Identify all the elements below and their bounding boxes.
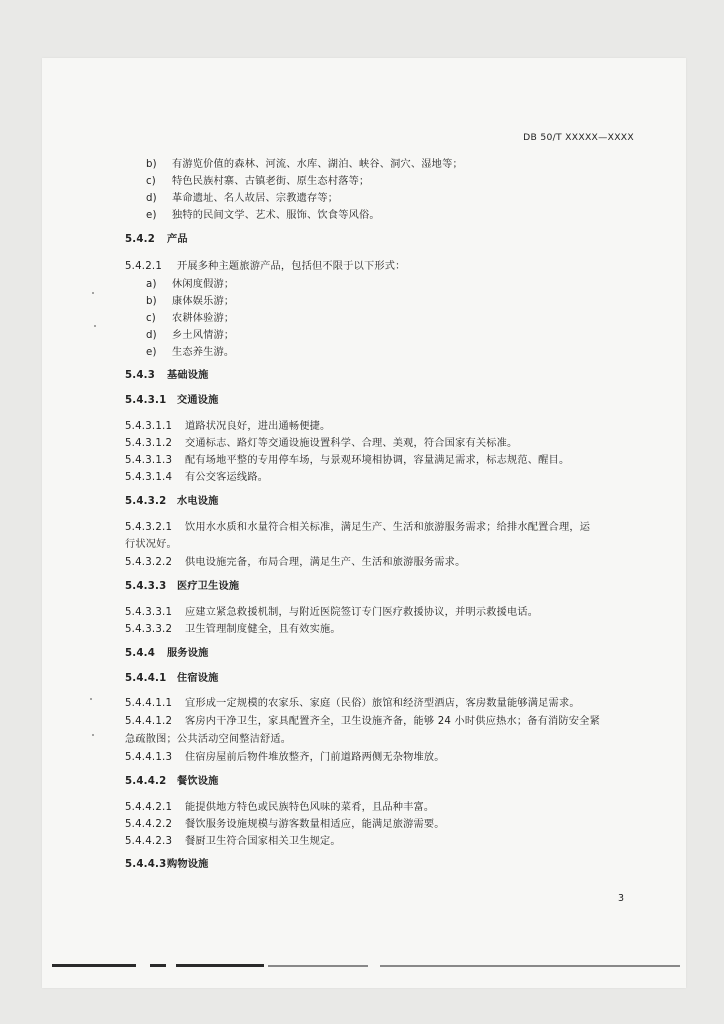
clause: 5.4.3.1.1 道路状况良好，进出通畅便捷。 bbox=[125, 421, 331, 432]
list-marker: c) bbox=[146, 313, 156, 324]
list-marker: c) bbox=[146, 176, 156, 187]
section-heading: 5.4.4.3购物设施 bbox=[125, 859, 209, 870]
scan-speck bbox=[90, 698, 92, 700]
section-heading: 5.4.4.1 住宿设施 bbox=[125, 673, 219, 684]
clause: 5.4.4.2.3 餐厨卫生符合国家相关卫生规定。 bbox=[125, 836, 341, 847]
section-heading: 5.4.3.1 交通设施 bbox=[125, 395, 219, 406]
list-item bbox=[146, 329, 234, 342]
clause: 5.4.4.1.3 住宿房屋前后物件堆放整齐，门前道路两侧无杂物堆放。 bbox=[125, 752, 445, 763]
scan-edge-bar bbox=[176, 964, 264, 967]
clause: 5.4.4.2.2 餐饮服务设施规模与游客数量相适应，能满足旅游需要。 bbox=[125, 819, 445, 830]
list-marker: d) bbox=[146, 330, 157, 341]
scan-edge-bar bbox=[150, 964, 166, 967]
clause: 5.4.2.1 开展多种主题旅游产品，包括但不限于以下形式： bbox=[125, 261, 406, 272]
list-item bbox=[146, 192, 338, 205]
list-text: 农耕体验游； bbox=[172, 313, 235, 324]
clause: 5.4.4.2.1 能提供地方特色或民族特色风味的菜肴，且品种丰富。 bbox=[125, 802, 435, 813]
scan-speck bbox=[92, 734, 94, 736]
clause: 5.4.3.1.2 交通标志、路灯等交通设施设置科学、合理、美观，符合国家有关标准。 bbox=[125, 438, 518, 449]
list-marker: a) bbox=[146, 279, 157, 290]
scan-speck bbox=[92, 292, 94, 294]
list-text: 有游览价值的森林、河流、水库、湖泊、峡谷、洞穴、湿地等； bbox=[172, 159, 463, 170]
list-text: 休闲度假游； bbox=[172, 279, 235, 290]
standard-code-header: DB 50/T XXXXX—XXXX bbox=[523, 132, 634, 143]
clause: 5.4.4.1.1 宜形成一定规模的农家乐、家庭（民俗）旅馆和经济型酒店，客房数量能够满足需求。 bbox=[125, 698, 580, 709]
list-text: 乡土风情游； bbox=[172, 330, 235, 341]
list-marker: b) bbox=[146, 296, 157, 307]
list-text: 康体娱乐游； bbox=[172, 296, 235, 307]
list-item bbox=[146, 278, 234, 291]
list-marker: e) bbox=[146, 347, 157, 358]
clause: 5.4.3.1.4 有公交客运线路。 bbox=[125, 472, 269, 483]
list-marker: e) bbox=[146, 210, 157, 221]
list-item bbox=[146, 346, 234, 359]
list-text: 独特的民间文学、艺术、服饰、饮食等风俗。 bbox=[172, 210, 380, 221]
list-item bbox=[146, 175, 369, 188]
scan-speck bbox=[94, 325, 96, 327]
list-item bbox=[146, 312, 234, 325]
section-heading: 5.4.3.2 水电设施 bbox=[125, 496, 219, 507]
clause: 5.4.3.2.2 供电设施完备，布局合理，满足生产、生活和旅游服务需求。 bbox=[125, 557, 466, 568]
section-heading: 5.4.3 基础设施 bbox=[125, 370, 209, 381]
clause: 5.4.3.1.3 配有场地平整的专用停车场，与景观环境相协调，容量满足需求，标志规范、醒目。 bbox=[125, 455, 570, 466]
section-heading: 5.4.4 服务设施 bbox=[125, 648, 209, 659]
list-text: 特色民族村寨、古镇老街、原生态村落等； bbox=[172, 176, 370, 187]
list-item bbox=[146, 209, 380, 222]
scan-edge-bar bbox=[268, 965, 368, 967]
clause-continuation: 急疏散图；公共活动空间整洁舒适。 bbox=[125, 734, 292, 745]
list-item bbox=[146, 158, 463, 171]
section-heading: 5.4.2 产品 bbox=[125, 234, 188, 245]
clause: 5.4.4.1.2 客房内干净卫生，家具配置齐全，卫生设施齐备，能够 24 小时供应热水；备有消防安全紧 bbox=[125, 716, 600, 727]
list-item bbox=[146, 295, 234, 308]
list-marker: b) bbox=[146, 159, 157, 170]
list-text: 革命遗址、名人故居、宗教遗存等； bbox=[172, 193, 339, 204]
clause: 5.4.3.2.1 饮用水水质和水量符合相关标准，满足生产、生活和旅游服务需求；给排水配置合理，运 bbox=[125, 522, 591, 533]
page-number: 3 bbox=[618, 893, 625, 904]
clause: 5.4.3.3.2 卫生管理制度健全，且有效实施。 bbox=[125, 624, 341, 635]
scan-edge-bar bbox=[380, 965, 680, 967]
list-marker: d) bbox=[146, 193, 157, 204]
clause: 5.4.3.3.1 应建立紧急救援机制，与附近医院签订专门医疗救援协议，并明示救援电话。 bbox=[125, 607, 539, 618]
section-heading: 5.4.3.3 医疗卫生设施 bbox=[125, 581, 240, 592]
clause-continuation: 行状况好。 bbox=[125, 539, 177, 550]
section-heading: 5.4.4.2 餐饮设施 bbox=[125, 776, 219, 787]
list-text: 生态养生游。 bbox=[172, 347, 235, 358]
scan-edge-bar bbox=[52, 964, 136, 967]
